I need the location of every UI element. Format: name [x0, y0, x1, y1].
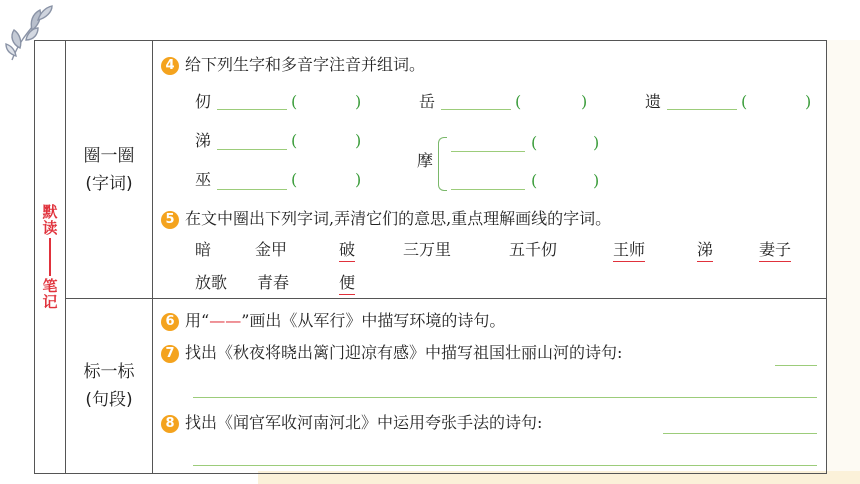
answer-line[interactable]	[193, 397, 817, 398]
section2-sublabel: (句段)	[85, 390, 133, 410]
q7-text: 找出《秋夜将晓出篱门迎凉有感》中描写祖国壮丽山河的诗句:	[185, 343, 623, 362]
section1-content	[153, 41, 827, 299]
answer-line[interactable]	[451, 189, 525, 190]
q5-prompt	[161, 209, 611, 229]
paren-open: (	[291, 131, 298, 150]
q8-number-badge: 8	[161, 415, 179, 433]
section2-content	[153, 299, 827, 474]
paren-open: (	[515, 92, 522, 111]
paren-close: )	[593, 171, 600, 190]
char-ti: 涕	[195, 131, 212, 150]
paren-close: )	[805, 92, 812, 111]
q4-text: 给下列生字和多音字注音并组词。	[185, 55, 426, 74]
side-label-cell	[35, 41, 66, 474]
q6-prefix: 用“	[185, 311, 210, 330]
q6-prompt	[161, 311, 505, 331]
answer-line[interactable]	[667, 109, 737, 110]
paren-close: )	[355, 92, 362, 111]
word: 暗	[195, 240, 212, 259]
side-label	[35, 204, 65, 310]
word-underlined: 王师	[613, 240, 645, 262]
q7-number-badge: 7	[161, 345, 179, 363]
word: 放歌	[195, 273, 228, 292]
char-yue: 岳	[419, 92, 436, 111]
word-underlined: 妻子	[759, 240, 791, 262]
paren-close: )	[355, 131, 362, 150]
section2-label: 标一标	[83, 362, 135, 382]
paren-open: (	[741, 92, 748, 111]
q5-text: 在文中圈出下列字词,弄清它们的意思,重点理解画线的字词。	[185, 209, 612, 228]
word-underlined: 便	[339, 273, 355, 295]
q4-number-badge: 4	[161, 57, 179, 75]
paren-open: (	[291, 92, 298, 111]
q5-number-badge: 5	[161, 211, 179, 229]
q6-number-badge: 6	[161, 313, 179, 331]
paren-close: )	[355, 170, 362, 189]
word-underlined: 破	[339, 240, 355, 262]
paren-close: )	[593, 133, 600, 152]
q8-text: 找出《闻官军收河南河北》中运用夸张手法的诗句:	[185, 413, 543, 432]
side-label-top: 默读	[42, 203, 58, 237]
char-wu: 巫	[195, 170, 212, 189]
q7-prompt	[161, 343, 622, 363]
answer-line[interactable]	[775, 365, 817, 366]
word: 五千仞	[509, 240, 558, 259]
q6-dash: ——	[209, 311, 242, 330]
section1-label: 圈一圈	[83, 145, 135, 166]
answer-line[interactable]	[217, 149, 287, 150]
char-ren: 仞	[195, 92, 212, 111]
side-label-divider	[49, 238, 51, 276]
answer-line[interactable]	[193, 465, 817, 466]
brace-icon	[438, 137, 447, 191]
section1-sublabel: (字词)	[85, 173, 133, 194]
answer-line[interactable]	[663, 433, 817, 434]
word: 三万里	[403, 240, 452, 259]
paren-open: (	[531, 133, 538, 152]
q4-prompt	[161, 55, 425, 75]
word: 金甲	[255, 240, 288, 259]
section1-label-cell	[66, 41, 153, 299]
section2-label-cell	[66, 299, 153, 474]
q8-prompt	[161, 413, 542, 433]
word-underlined: 涕	[697, 240, 713, 262]
q6-suffix: ”画出《从军行》中描写环境的诗句。	[241, 311, 506, 330]
answer-line[interactable]	[217, 109, 287, 110]
paren-close: )	[581, 92, 588, 111]
paren-open: (	[531, 171, 538, 190]
paren-open: (	[291, 170, 298, 189]
char-mo: 摩	[417, 151, 434, 170]
answer-line[interactable]	[441, 109, 511, 110]
answer-line[interactable]	[451, 151, 525, 152]
page-margin-strip	[827, 40, 860, 484]
side-label-bottom: 笔记	[42, 277, 58, 311]
char-yi: 遗	[645, 92, 662, 111]
notes-table	[34, 40, 827, 474]
word: 青春	[257, 273, 290, 292]
answer-line[interactable]	[217, 189, 287, 190]
